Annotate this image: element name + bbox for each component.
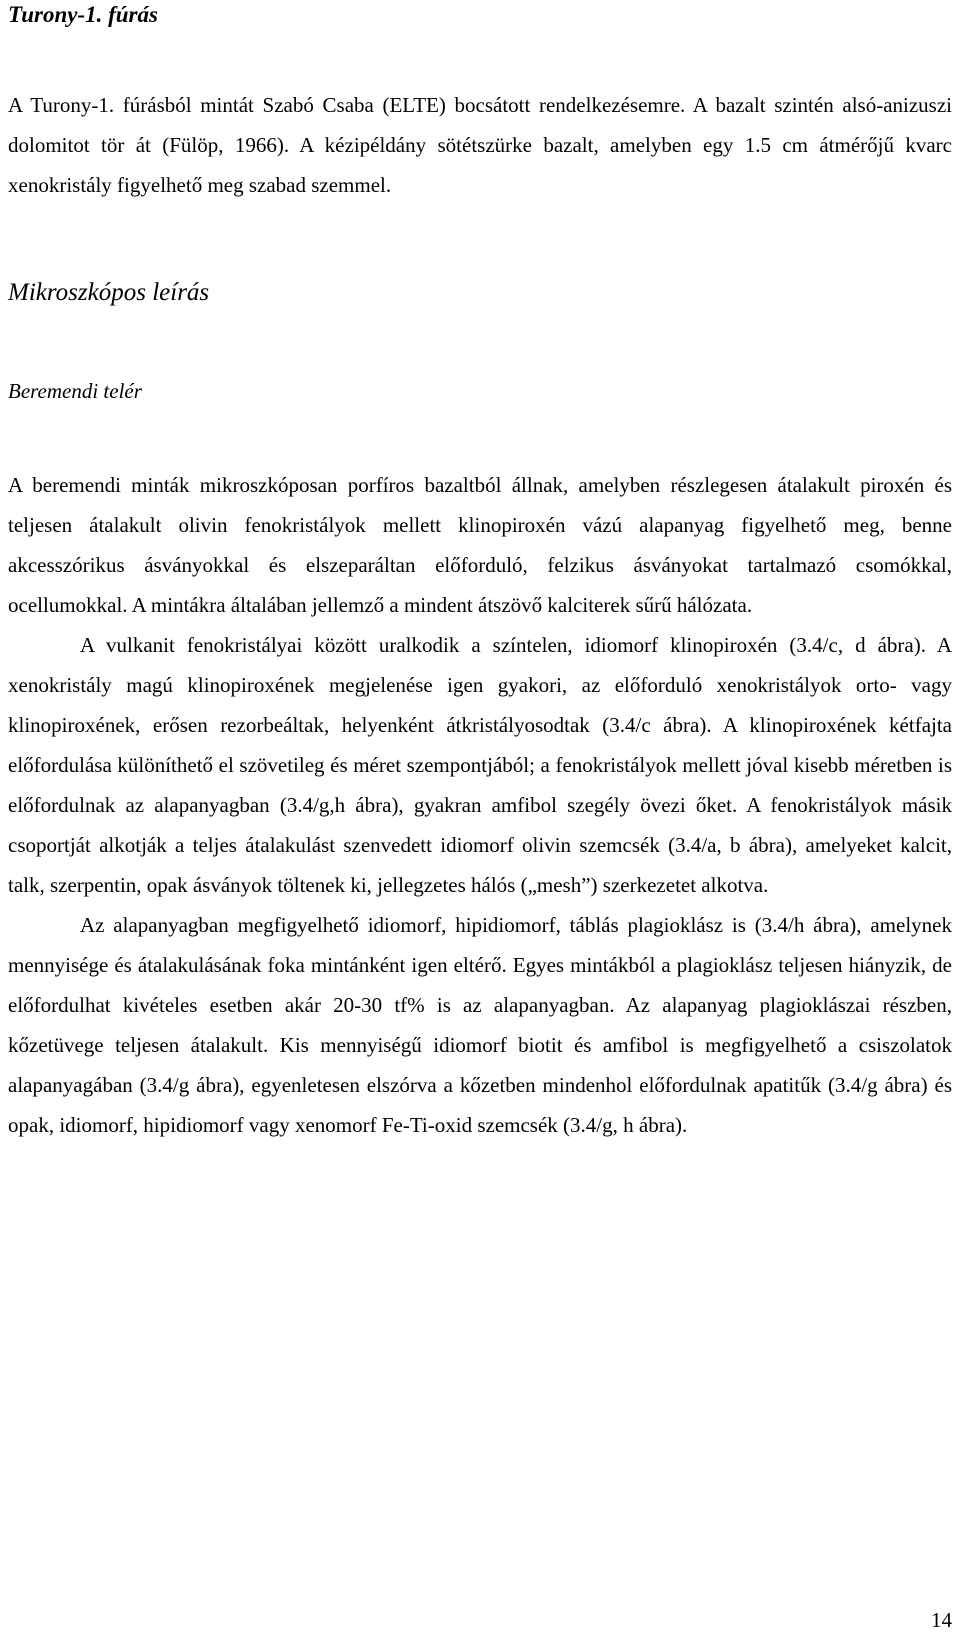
intro-block xyxy=(8,85,952,205)
section-heading-microscopic-description: Mikroszkópos leírás xyxy=(8,279,210,306)
heading-turony-drilling: Turony-1. fúrás xyxy=(8,2,158,27)
paragraph-3: Az alapanyagban megfigyelhető idiomorf, hipidiomorf, táblás plagioklász is (3.4/h ábra), amelynek mennyisége és átalakulásának foka mintánként igen eltérő. Egyes mintákból a plagioklász teljesen hiányzik, de előfordulhat kivételes esetben akár 20-30 tf% is az alapanyagban. Az alapanyag plagioklászai részben, kőzetüvege teljesen átalakult. Kis mennyiségű idiomorf biotit és amfibol is megfigyelhető a csiszolatok alapanyagában (3.4/g ábra), egyenletesen elszórva a kőzetben mindenhol előfordulnak apatitűk (3.4/g ábra) és opak, idiomorf, hipidiomorf vagy xenomorf Fe-Ti-oxid szemcsék (3.4/g, h ábra). xyxy=(8,913,952,1137)
paragraph-2: A vulkanit fenokristályai között uralkodik a színtelen, idiomorf klinopiroxén (3.4/c, d ábra). A xenokristály magú klinopiroxének megjelenése igen gyakori, az előforduló xenokristályok orto- vagy klinopiroxének, erősen rezorbeáltak, helyenként átkristályosodtak (3.4/c ábra). A klinopiroxének kétfajta előfordulása különíthető el szövetileg és méret szempontjából; a fenokristályok mellett jóval kisebb méretben is előfordulnak az alapanyagban (3.4/g,h ábra), gyakran amfibol szegély övezi őket. A fenokristályok másik csoportját alkotják a teljes átalakulást szenvedett idiomorf olivin szemcsék (3.4/a, b ábra), amelyeket kalcit, talk, szerpentin, opak ásványok töltenek ki, jellegzetes hálós („mesh”) szerkezetet alkotva. xyxy=(8,633,952,897)
page-number: 14 xyxy=(931,1608,952,1632)
paragraph-1: A beremendi minták mikroszkóposan porfíros bazaltból állnak, amelyben részlegesen átalakult piroxén és teljesen átalakult olivin fenokristályok mellett klinopiroxén vázú alapanyag figyelhető meg, benne akcesszórikus ásványokkal és elszeparáltan előforduló, felzikus ásványokat tartalmazó csomókkal, ocellumokkal. A mintákra általában jellemző a mindent átszövő kalciterek sűrű hálózata. xyxy=(8,473,952,617)
intro-paragraph: A Turony-1. fúrásból mintát Szabó Csaba (ELTE) bocsátott rendelkezésemre. A bazalt szintén alsó-anizuszi dolomitot tör át (Fülöp, 1966). A kézipéldány sötétszürke bazalt, amelyben egy 1.5 cm átmérőjű kvarc xenokristály figyelhető meg szabad szemmel. xyxy=(8,93,952,197)
body-text xyxy=(8,465,952,1145)
subsection-heading-beremend-dike: Beremendi telér xyxy=(8,379,142,403)
